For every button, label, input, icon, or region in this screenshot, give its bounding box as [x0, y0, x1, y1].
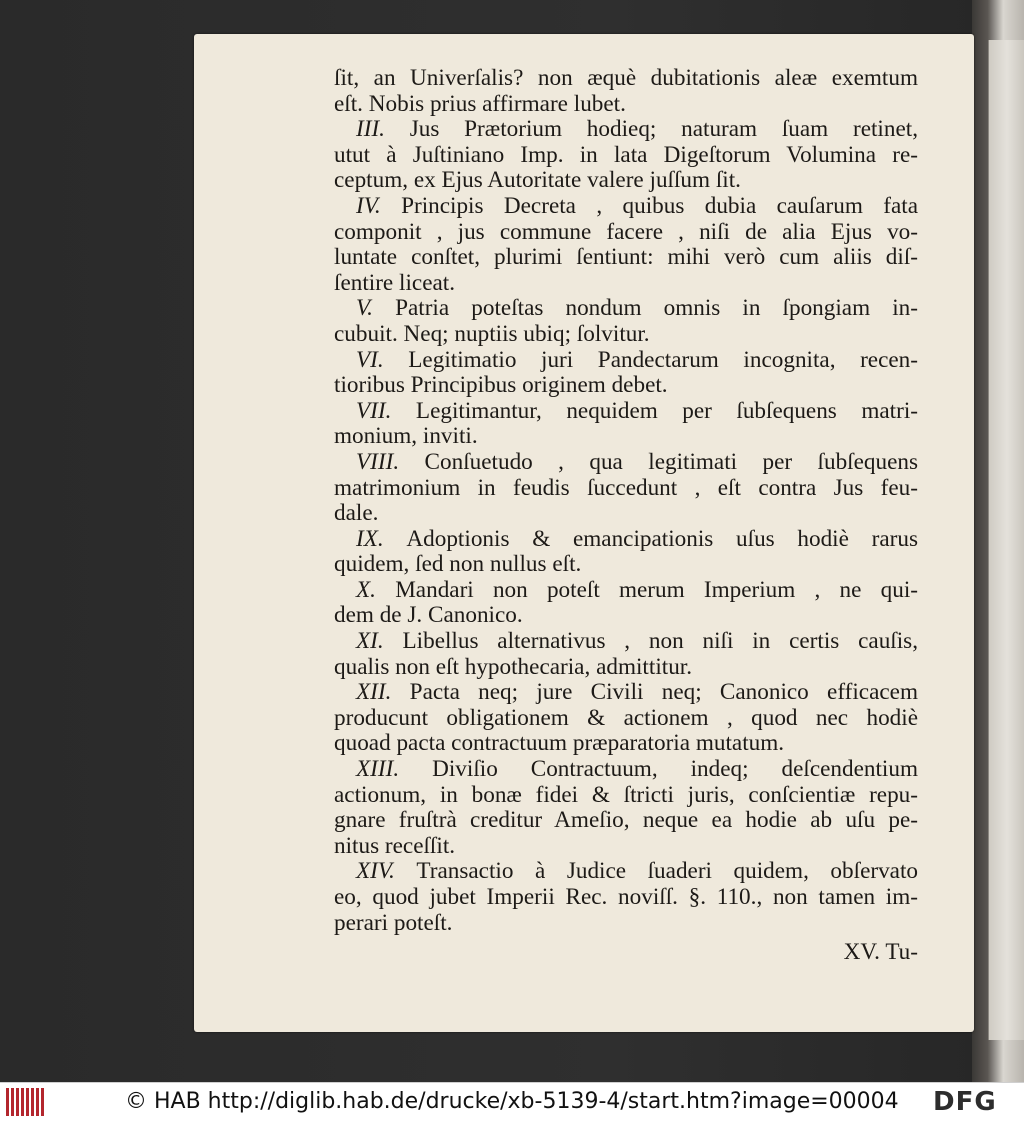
text-line: [334, 399, 918, 425]
text-line: [334, 552, 918, 578]
thesis-number: XIV.: [356, 858, 417, 885]
line-text: actionum, in bonæ fidei & ſtricti juris, conſcientiæ repu-: [334, 781, 918, 808]
thesis-number: III.: [356, 116, 410, 143]
thesis-number: V.: [356, 295, 396, 322]
text-line: [334, 348, 918, 374]
line-text: cubuit. Neq; nuptiis ubiq; ſolvitur.: [334, 320, 650, 347]
line-text: Adoptionis & emancipationis uſus hodiè rarus: [406, 525, 918, 552]
line-text: Patria poteſtas nondum omnis in ſpongiam in-: [395, 295, 918, 322]
line-text: Pacta neq; jure Civili neq; Canonico efficacem: [409, 679, 919, 706]
hab-logo-icon: [6, 1088, 46, 1116]
page-text: [334, 66, 918, 966]
line-text: dale.: [334, 500, 379, 527]
text-line: [334, 859, 918, 885]
text-line: [334, 322, 918, 348]
text-line: [334, 655, 918, 681]
line-text: Legitimantur, nequidem per ſubſequens matri-: [415, 397, 918, 424]
text-line: [334, 194, 918, 220]
line-text: luntate conſtet, plurimi ſentiunt: mihi verò cum aliis diſ-: [334, 244, 918, 271]
text-line: [334, 603, 918, 629]
text-line: [334, 783, 918, 809]
line-text: qualis non eſt hypothecaria, admittitur.: [334, 653, 693, 680]
line-text: Conſuetudo , qua legitimati per ſubſequens: [424, 448, 918, 475]
text-line: [334, 271, 918, 297]
line-text: Libellus alternativus , non niſi in certis cauſis,: [402, 628, 918, 655]
line-text: Jus Prætorium hodieq; naturam ſuam retinet,: [409, 116, 918, 143]
facing-page-edge: [988, 40, 1024, 1040]
line-text: ſit, an Univerſalis? non æquè dubitationis aleæ exemtum: [334, 65, 918, 91]
line-text: producunt obligationem & actionem , quod nec hodiè: [334, 704, 918, 731]
text-line: [334, 296, 918, 322]
thesis-number: IV.: [356, 192, 402, 219]
line-text: ceptum, ex Ejus Autoritate valere juſſum ſit.: [334, 167, 741, 194]
text-line: [334, 706, 918, 732]
line-text: utut à Juſtiniano Imp. in lata Digeſtorum Volumina re-: [334, 141, 918, 168]
text-line: [334, 527, 918, 553]
catchword: XV. Tu-: [843, 939, 918, 966]
text-line: [334, 629, 918, 655]
thesis-number: VIII.: [356, 448, 425, 475]
line-text: gnare fruſtrà creditur Ameſio, neque ea hodie ab uſu pe-: [334, 807, 918, 834]
text-line: [334, 143, 918, 169]
dfg-logo: DFG: [933, 1087, 997, 1117]
text-line: [334, 117, 918, 143]
line-text: Legitimatio juri Pandectarum incognita, recen-: [408, 346, 918, 373]
line-text: ſentire liceat.: [334, 269, 456, 296]
thesis-number: VII.: [356, 397, 416, 424]
line-text: tioribus Principibus originem debet.: [334, 372, 668, 399]
text-line: [334, 476, 918, 502]
line-text: eſt. Nobis prius affirmare lubet.: [334, 90, 626, 117]
text-line: [334, 168, 918, 194]
line-text: matrimonium in feudis ſuccedunt , eſt contra Jus feu-: [334, 474, 918, 501]
line-text: quoad pacta contractuum præparatoria mutatum.: [334, 730, 785, 757]
text-line: [334, 501, 918, 527]
thesis-number: XII.: [356, 679, 410, 706]
thesis-number: XIII.: [356, 756, 433, 783]
line-text: Transactio à Judice ſuaderi quidem, obſervato: [416, 858, 918, 885]
text-line: [334, 66, 918, 92]
text-line: [334, 92, 918, 118]
line-text: dem de J. Canonico.: [334, 602, 523, 629]
text-line: [334, 450, 918, 476]
line-text: eo, quod jubet Imperii Rec. noviſſ. §. 110., non tamen im-: [334, 884, 918, 910]
footer-url[interactable]: © HAB http://diglib.hab.de/drucke/xb-5139-4/start.htm?image=00004: [125, 1089, 899, 1114]
text-line: [334, 757, 918, 783]
line-text: quidem, ſed non nullus eſt.: [334, 551, 582, 578]
text-line: [334, 424, 918, 450]
footer-bar: [0, 1082, 1024, 1122]
text-line: [334, 578, 918, 604]
line-text: Diviſio Contractuum, indeq; deſcendentium: [432, 756, 918, 783]
line-text: perari poteſt.: [334, 909, 453, 936]
line-text: Principis Decreta , quibus dubia cauſarum fata: [401, 192, 919, 219]
line-text: Mandari non poteſt merum Imperium , ne qui-: [395, 576, 918, 603]
thesis-number: IX.: [356, 525, 407, 552]
text-line: [334, 220, 918, 246]
line-text: componit , jus commune facere , niſi de alia Ejus vo-: [334, 218, 918, 245]
thesis-number: X.: [356, 576, 396, 603]
text-line: [334, 731, 918, 757]
thesis-number: XI.: [356, 628, 403, 655]
thesis-number: VI.: [356, 346, 409, 373]
text-line: [334, 245, 918, 271]
text-line: [334, 808, 918, 834]
line-text: monium, inviti.: [334, 423, 478, 450]
text-line: [334, 834, 918, 860]
text-line: [334, 885, 918, 911]
text-line: [334, 680, 918, 706]
text-line: [334, 911, 918, 937]
text-line: [334, 373, 918, 399]
line-text: nitus receſſit.: [334, 832, 456, 859]
